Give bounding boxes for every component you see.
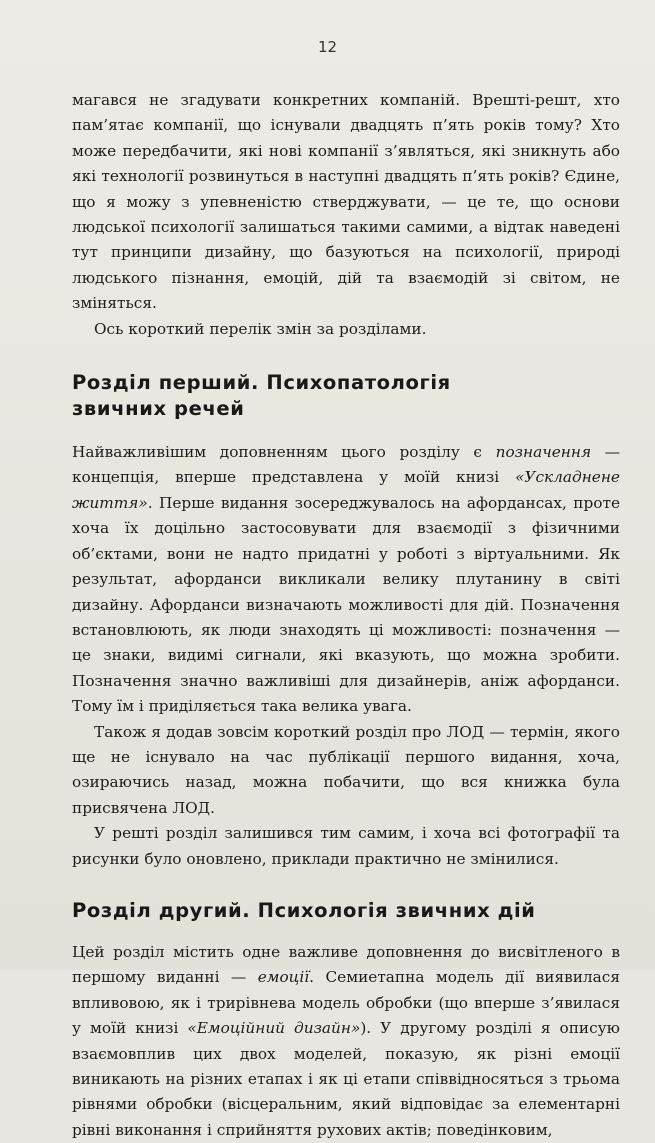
section2-paragraph-1: [72, 940, 620, 1143]
section1-p1-term: позначення: [495, 443, 592, 462]
section2-p1-text-a: Цей розділ містить одне важливе доповнення до висвітленого в першому виданні —: [72, 942, 620, 987]
intro-paragraph-2: Ось короткий перелік змін за розділами.: [94, 319, 427, 338]
section2-p1-book-title: «Емоційний дизайн»: [187, 1019, 361, 1038]
section1-paragraph-1: [72, 440, 620, 719]
section1-p1-book-title: «Ускладнене життя»: [72, 468, 620, 512]
page-content: [72, 88, 620, 1143]
section1-p1-text-a: Найважливішим доповненням цього розділу є: [72, 443, 496, 462]
section1-heading-line2: звичних речей: [72, 397, 245, 421]
section2-p1-text-b: . Семиетапна модель дії виявилася впливовою, як і трирівнева модель обробки (що вперше з’явилася у моїй книзі: [72, 968, 620, 1038]
section1-p1-text-c: . Перше видання зосереджувалось на афордансах, проте хоча їх доцільно застосовувати для взаємодії з фізичними об’єктами, вони не надто придатні у роботі з віртуальними. Як результат, афорданси викликали велику плутанину в світі дизайну. Афорданси визначають можливості для дій. Позначення встановлюють, як люди знаходять ці можливості: позначення — це знаки, видимі сигнали, які вказують, що можна зробити. Позначення значно важливіші для дизайнерів, аніж афорданси. Тому їм і приділяється така велика увага.: [72, 493, 620, 716]
intro-paragraph-1: магався не згадувати конкретних компаній. Врешті-решт, хто пам’ятає компанії, що існували двадцять п’ять років тому? Хто може передбачити, які нові компанії з’являться, які зникнуть або які технології розвинуться в наступні двадцять п’ять років? Єдине, що я можу з упевненістю стверджувати, — це те, що основи людської психології залишаться такими самими, а відтак наведені тут принципи дизайну, що базуються на психології, природі людського пізнання, емоцій, дій та взаємодій зі світом, не зміняться.: [72, 91, 620, 313]
section2-p1-text-c: ). У другому розділі я описую взаємовплив цих двох моделей, показую, як різні емоції виникають на різних етапах і як ці етапи співвідносяться з трьома рівнями обробки (вісцеральним, який відповідає за елементарні рівні виконання і сприйняття рухових актів; поведінковим,: [72, 1019, 620, 1139]
page-number: 12: [317, 38, 338, 56]
section1-p1-text-b: — концепція, вперше представлена у моїй книзі: [72, 443, 620, 487]
section1-heading-line1: Розділ перший. Психопатологія: [72, 371, 451, 395]
section1-paragraph-3: У решті розділ залишився тим самим, і хоча всі фотографії та рисунки було оновлено, приклади практично не змінилися.: [72, 824, 620, 868]
section1-heading: [72, 370, 620, 422]
section2-p1-term: емоції: [257, 968, 310, 987]
section1-paragraph-2: Також я додав зовсім короткий розділ про ЛОД — термін, якого ще не існувало на час публікації першого видання, хоча, озираючись назад, можна побачити, що вся книжка була присвячена ЛОД.: [72, 722, 620, 817]
section2-heading: Розділ другий. Психологія звичних дій: [72, 898, 536, 922]
